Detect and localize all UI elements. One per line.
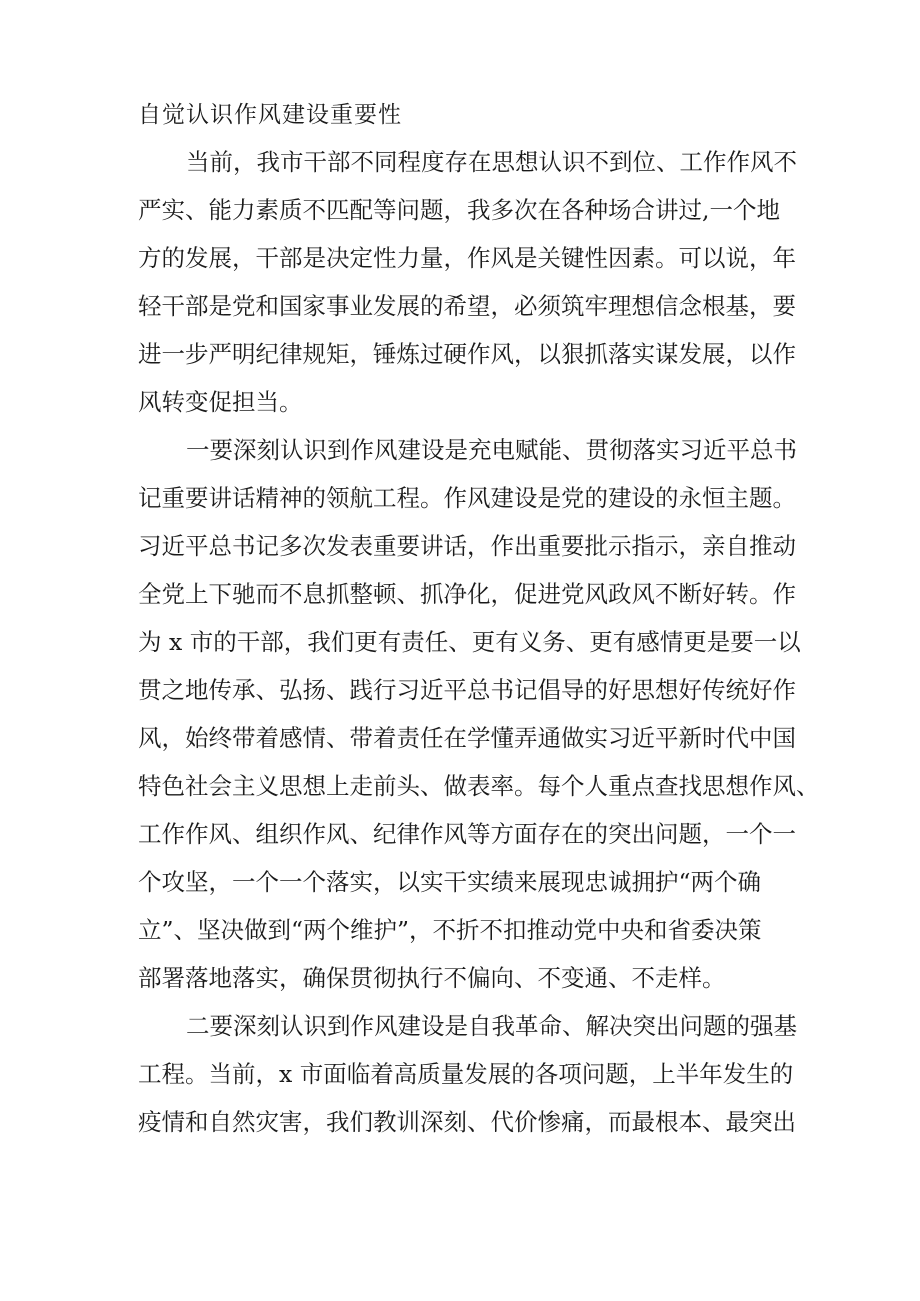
text-line: 一要深刻认识到作风建设是充电赋能、贯彻落实习近平总书 [186, 436, 797, 464]
text-line: 个攻坚，一个一个落实，以实干实绩来展现忠诚拥护“两个确 [138, 868, 762, 896]
text-line: 轻干部是党和国家事业发展的希望，必须筑牢理想信念根基，要 [138, 292, 796, 320]
text-line: 风转变促担当。 [138, 388, 303, 416]
text-line: 全党上下驰而不息抓整顿、抓净化，促进党风政风不断好转。作 [138, 580, 796, 608]
text-line: 二要深刻认识到作风建设是自我革命、解决突出问题的强基 [186, 1012, 797, 1040]
text-line: 习近平总书记多次发表重要讲话，作出重要批示指示，亲自推动 [138, 532, 796, 560]
text-line: 疫情和自然灾害，我们教训深刻、代价惨痛，而最根本、最突出 [138, 1108, 796, 1136]
text-line: 记重要讲话精神的领航工程。作风建设是党的建设的永恒主题。 [138, 484, 796, 512]
text-line: 工作作风、组织作风、纪律作风等方面存在的突出问题，一个一 [138, 820, 796, 848]
text-line: 特色社会主义思想上走前头、做表率。每个人重点查找思想作风、 [138, 772, 820, 800]
text-line: 风，始终带着感情、带着责任在学懂弄通做实习近平新时代中国 [138, 724, 796, 752]
text-line: 工程。当前，x 市面临着高质量发展的各项问题，上半年发生的 [138, 1060, 794, 1088]
text-line: 贯之地传承、弘扬、践行习近平总书记倡导的好思想好传统好作 [138, 676, 796, 704]
text-line: 当前，我市干部不同程度存在思想认识不到位、工作作风不 [186, 148, 797, 176]
text-line: 部署落地落实，确保贯彻执行不偏向、不变通、不走样。 [138, 964, 726, 992]
text-line: 方的发展，干部是决定性力量，作风是关键性因素。可以说，年 [138, 244, 796, 272]
text-line: 严实、能力素质不匹配等问题，我多次在各种场合讲过,一个地 [138, 196, 780, 224]
text-line: 为 x 市的干部，我们更有责任、更有义务、更有感情更是要一以 [138, 628, 801, 656]
text-line: 立”、坚决做到“两个维护”，不折不扣推动党中央和省委决策 [138, 916, 762, 944]
document-title: 自觉认识作风建设重要性 [138, 102, 402, 128]
text-line: 进一步严明纪律规矩，锤炼过硬作风，以狠抓落实谋发展，以作 [138, 340, 796, 368]
